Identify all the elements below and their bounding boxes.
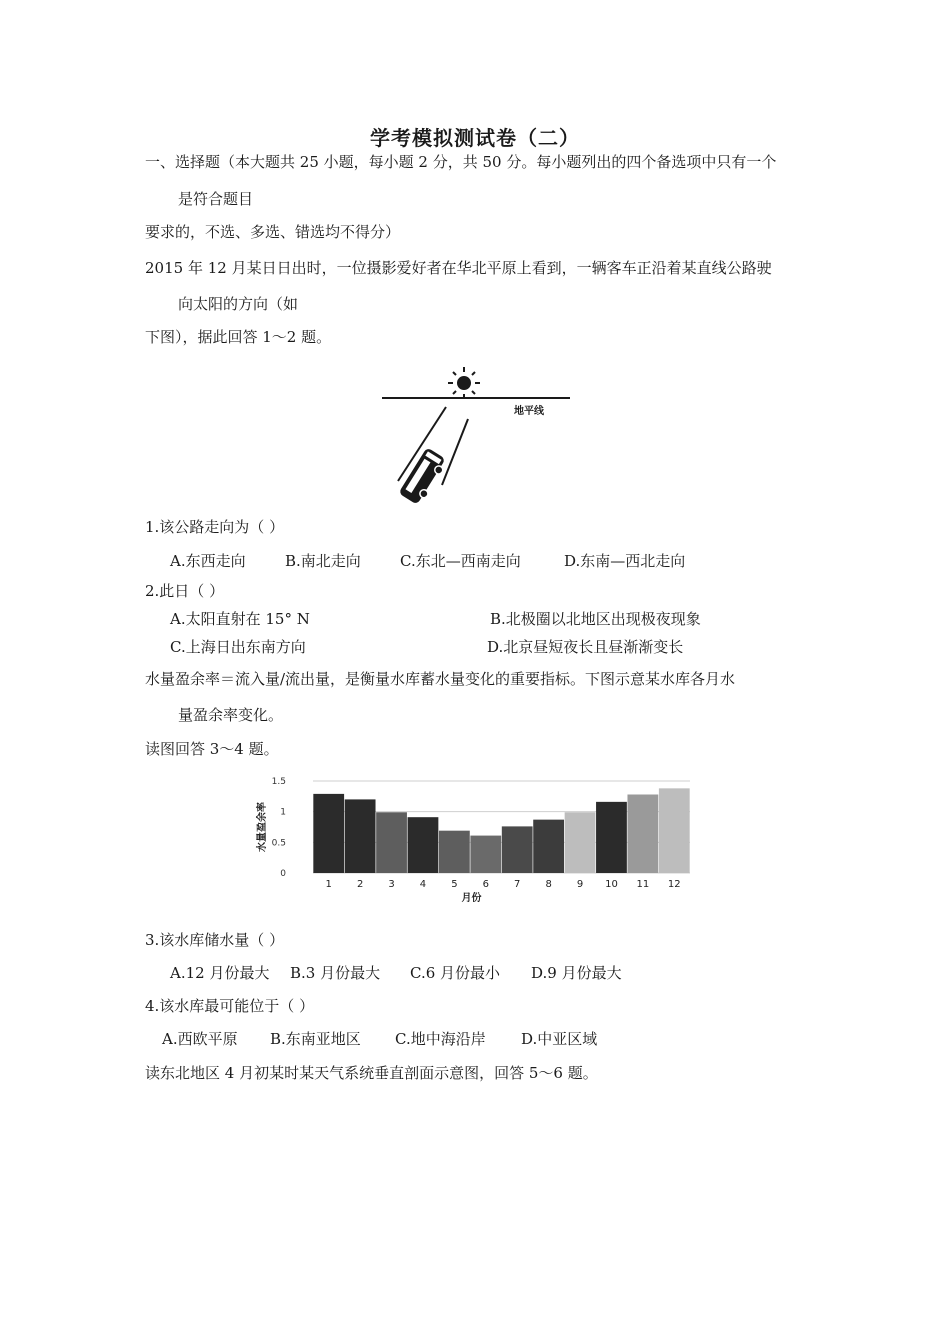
y-axis-label: 水量盈余率 [257, 802, 268, 852]
x-tick-label: 12 [667, 879, 681, 890]
bar-month-6 [470, 836, 501, 873]
intro1-line3: 下图），据此回答 1～2 题。 [145, 328, 332, 346]
intro1-line1: 2015 年 12 月某日日出时，一位摄影爱好者在华北平原上看到，一辆客车正沿着某直线公路驶 [145, 259, 772, 277]
q4-option-a: A.西欧平原 [162, 1030, 238, 1048]
y-tick-label: 1 [280, 807, 286, 818]
q1-option-a: A.东西走向 [170, 552, 246, 570]
q4-option-c: C.地中海沿岸 [395, 1030, 486, 1048]
q4-option-d: D.中亚区域 [521, 1030, 598, 1048]
q2-stem: 2.此日（ ） [145, 582, 225, 600]
bar-month-5 [439, 831, 470, 873]
q3-option-d: D.9 月份最大 [531, 964, 622, 982]
bar-month-4 [408, 817, 439, 873]
sun-icon [448, 367, 480, 399]
q3-stem: 3.该水库储水量（ ） [145, 931, 285, 949]
water-surplus-chart [250, 770, 700, 910]
x-tick-label: 5 [451, 879, 458, 890]
q2-option-b: B.北极圈以北地区出现极夜现象 [490, 610, 701, 628]
q2-option-a: A.太阳直射在 15° N [170, 610, 310, 628]
page-title: 学考模拟测试卷（二） [370, 126, 580, 150]
q3-option-b: B.3 月份最大 [290, 964, 381, 982]
intro2-line3: 读图回答 3～4 题。 [145, 740, 279, 758]
intro2-line1: 水量盈余率＝流入量/流出量，是衡量水库蓄水量变化的重要指标。下图示意某水库各月水 [145, 670, 736, 688]
bar-month-1 [313, 794, 344, 873]
bar-month-10 [596, 802, 627, 873]
q3-option-c: C.6 月份最小 [410, 964, 501, 982]
bar-month-3 [376, 812, 407, 873]
x-tick-label: 7 [514, 879, 521, 890]
q1-option-c: C.东北—西南走向 [400, 552, 521, 570]
x-tick-label: 4 [419, 879, 427, 890]
bar-month-12 [659, 788, 690, 873]
q1-option-b: B.南北走向 [285, 552, 361, 570]
bar-month-8 [533, 820, 564, 873]
intro1-line2: 向太阳的方向（如 [178, 295, 299, 313]
sun-road-figure [378, 363, 574, 505]
x-tick-label: 2 [356, 879, 364, 890]
y-tick-label: 0 [280, 869, 286, 879]
q1-stem: 1.该公路走向为（ ） [145, 518, 285, 536]
q1-option-d: D.东南—西北走向 [564, 552, 686, 570]
q4-option-b: B.东南亚地区 [270, 1030, 361, 1048]
q3-option-a: A.12 月份最大 [170, 964, 270, 982]
road-edge-right [442, 419, 468, 485]
section-heading-line2: 是符合题目 [178, 190, 254, 208]
bar-month-9 [565, 812, 596, 873]
intro2-line2: 量盈余率变化。 [178, 706, 284, 724]
y-tick-label: 1.5 [271, 777, 286, 787]
intro3: 读东北地区 4 月初某时某天气系统垂直剖面示意图，回答 5～6 题。 [145, 1064, 598, 1082]
q2-option-c: C.上海日出东南方向 [170, 638, 306, 656]
x-tick-label: 6 [482, 879, 489, 890]
x-tick-label: 1 [325, 879, 332, 890]
bar-month-7 [502, 826, 533, 873]
x-tick-label: 10 [605, 879, 618, 890]
x-tick-label: 8 [545, 879, 552, 890]
q2-option-d: D.北京昼短夜长且昼渐渐变长 [487, 638, 684, 656]
section-heading-line1: 一、选择题（本大题共 25 小题，每小题 2 分，共 50 分。每小题列出的四个备选项中只有一个 [145, 153, 777, 171]
bar-month-2 [345, 799, 376, 873]
x-tick-label: 11 [636, 879, 650, 890]
bus-icon [398, 447, 449, 505]
q4-stem: 4.该水库最可能位于（ ） [145, 997, 315, 1015]
y-tick-label: 0.5 [271, 838, 286, 849]
section-heading-line3: 要求的，不选、多选、错选均不得分） [145, 223, 401, 241]
bar-month-11 [627, 794, 658, 873]
horizon-label: 地平线 [514, 406, 544, 417]
x-tick-label: 9 [576, 879, 584, 890]
x-axis-label: 月份 [461, 893, 482, 904]
x-tick-label: 3 [388, 879, 395, 890]
